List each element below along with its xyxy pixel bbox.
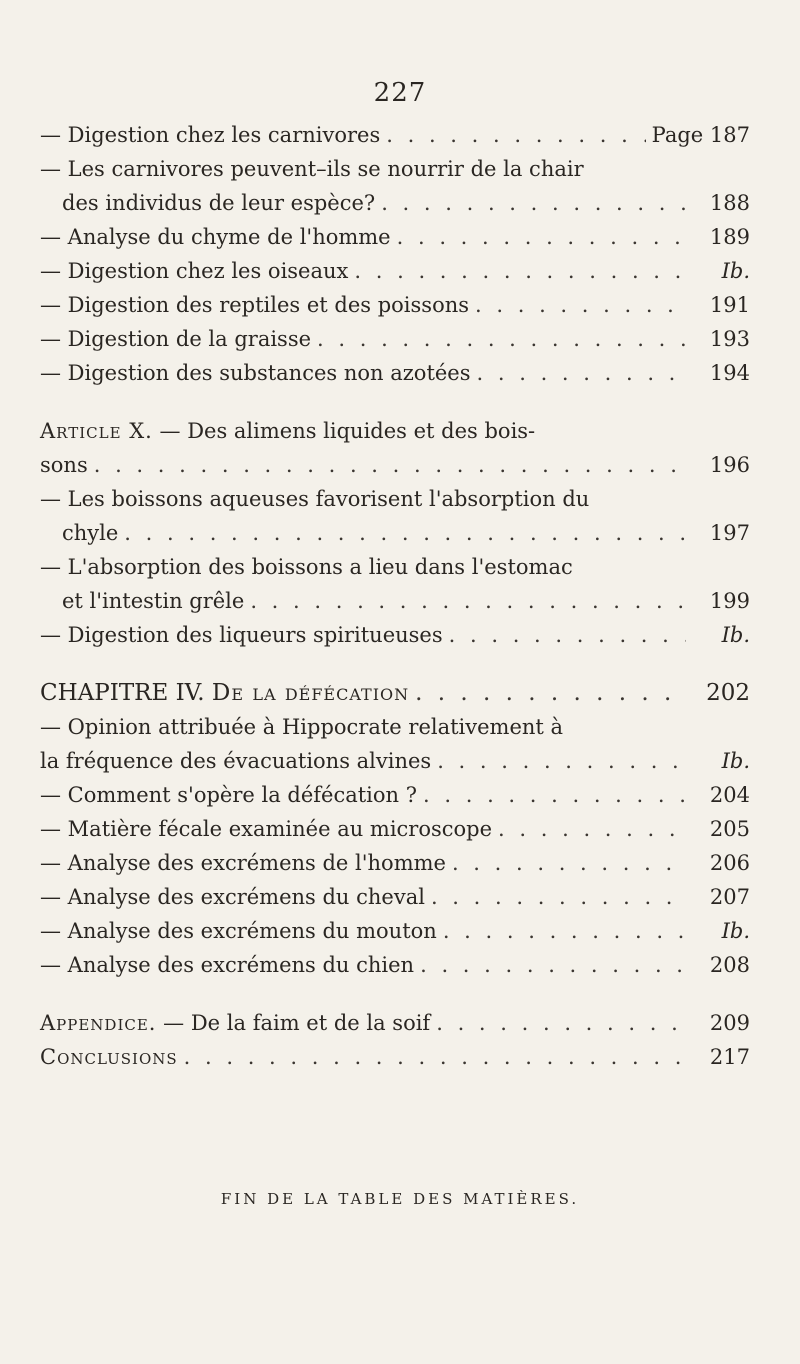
entry-page: 199 [709,589,750,613]
entry-page: Page 187 [651,123,750,147]
entry-title: — Comment s'opère la défécation ? [40,783,418,807]
toc-entry [40,618,750,652]
entry-title-continued: et l'intestin grêle [62,589,245,613]
toc-entry [40,948,750,982]
entry-page: 197 [709,521,750,545]
entry-title: — L'absorption des boissons a lieu dans l'estomac [40,555,573,579]
entry-title: — Digestion des substances non azotées [40,361,471,385]
entry-page: Ib. [721,749,750,773]
toc-entry [40,356,750,390]
entry-title: — Opinion attribuée à Hippocrate relativement à [40,715,564,739]
toc-entry [40,220,750,254]
conclusions-label: Conclusions [40,1045,178,1069]
entry-page: 191 [709,293,750,317]
article-label: Article X. [40,419,153,443]
article-title-continued: sons [40,453,88,477]
toc-entry [40,322,750,356]
page-number: 227 [373,78,427,108]
toc-entry [40,118,750,152]
entry-title: — Analyse des excrémens de l'homme [40,851,446,875]
table-of-contents [40,118,750,1074]
entry-title: — Digestion des liqueurs spiritueuses [40,623,443,647]
entry-title-continued: la fréquence des évacuations alvines [40,749,432,773]
appendix-label: Appendice. [40,1011,157,1035]
end-of-table-note: FIN DE LA TABLE DES MATIÈRES. [220,1190,580,1208]
appendix-title: — De la faim et de la soif [163,1011,431,1035]
entry-title: — Analyse du chyme de l'homme [40,225,391,249]
entry-title: — Les boissons aqueuses favorisent l'absorption du [40,487,590,511]
entry-page: 189 [709,225,750,249]
entry-page: 204 [709,783,750,807]
toc-entry [40,152,750,220]
entry-title: — Matière fécale examinée au microscope [40,817,493,841]
chapter-title: De la défécation [211,680,410,706]
entry-title: — Digestion chez les oiseaux [40,259,349,283]
article-heading [40,414,750,482]
toc-entry [40,914,750,948]
entry-page: 209 [709,1011,750,1035]
entry-page: Ib. [721,259,750,283]
entry-title: — Analyse des excrémens du cheval [40,885,425,909]
entry-page: 205 [709,817,750,841]
toc-entry [40,550,750,618]
entry-title: — Digestion des reptiles et des poissons [40,293,470,317]
appendix-entry [40,1006,750,1040]
entry-title-continued: chyle [62,521,119,545]
toc-entry [40,482,750,550]
toc-entry [40,254,750,288]
chapter-label: CHAPITRE IV. [40,680,205,706]
entry-page: 194 [709,361,750,385]
entry-page: 196 [709,453,750,477]
entry-title-continued: des individus de leur espèce? [62,191,376,215]
entry-title: — Analyse des excrémens du mouton [40,919,437,943]
entry-page: Ib. [721,919,750,943]
entry-page: 207 [709,885,750,909]
entry-page: 202 [706,680,750,706]
toc-entry [40,846,750,880]
entry-page: 193 [709,327,750,351]
entry-title: — Digestion chez les carnivores [40,123,381,147]
entry-title: — Digestion de la graisse [40,327,312,351]
conclusions-entry [40,1040,750,1074]
entry-page: 217 [709,1045,750,1069]
entry-page: 188 [709,191,750,215]
article-title: — Des alimens liquides et des bois- [159,419,536,443]
toc-entry [40,880,750,914]
toc-entry [40,778,750,812]
entry-page: 208 [709,953,750,977]
chapter-heading [40,676,750,710]
toc-entry [40,812,750,846]
entry-title: — Analyse des excrémens du chien [40,953,415,977]
toc-entry [40,288,750,322]
entry-page: Ib. [721,623,750,647]
entry-title: — Les carnivores peuvent–ils se nourrir de la chair [40,157,584,181]
entry-page: 206 [709,851,750,875]
toc-entry [40,710,750,778]
